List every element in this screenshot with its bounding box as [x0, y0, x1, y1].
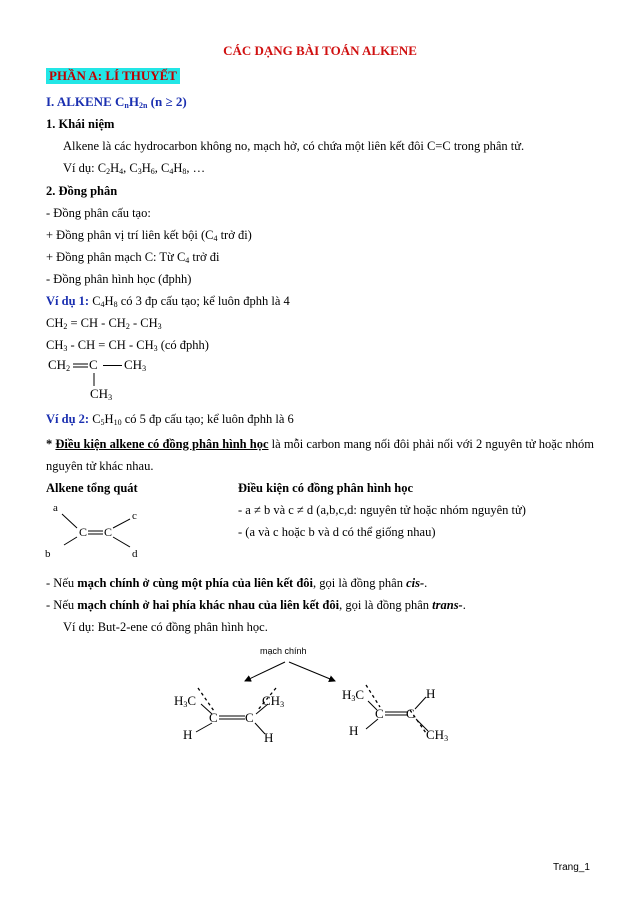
example-1: Ví dụ 1: $C_4H_8$ có 3 đp cấu tạo; kể luôn đphh là 4 [46, 294, 290, 309]
carbon-2: C [104, 525, 113, 539]
trans-h-bottom: H [349, 723, 359, 738]
label-b: b [45, 548, 51, 560]
trans-ch3: $CH_3$ [426, 727, 449, 743]
condition-heading: Điều kiện có đồng phân hình học [238, 481, 414, 495]
cis-c1: C [209, 710, 218, 725]
geometric-isomer-condition: * Điều kiện alkene có đồng phân hình học là mỗi carbon mang nối đôi phải nối với 2 nguyên tử hoặc nhóm nguyên tử khác nhau. [46, 437, 594, 473]
example-formula: $C_3H_6$, [129, 161, 161, 176]
example-formula: $C_2H_4$, [97, 161, 130, 176]
cis-definition: - Nếu mạch chính ở cùng một phía của liên kết đôi, gọi là đồng phân cis-. [46, 576, 428, 590]
cis-h-left: H [183, 727, 193, 742]
carbon-1: C [79, 525, 88, 539]
example-1-formula-2: $CH_3$ - CH = CH - $CH_3$ (có đphh) [46, 338, 209, 353]
dong-phan-line-4: - Đồng phân hình học (đphh) [46, 272, 192, 286]
condition-1: - a ≠ b và c ≠ d (a,b,c,d: nguyên tử hoặc nhóm nguyên tử) [238, 503, 526, 517]
trans-definition: - Nếu mạch chính ở hai phía khác nhau của liên kết đôi, gọi là đồng phân trans-. [46, 598, 466, 612]
example-formulas [98, 161, 205, 175]
but-2-ene-example: Ví dụ: But-2-ene có đồng phân hình học. [63, 620, 268, 634]
branch-ch3-right: $CH_3$ [124, 357, 147, 373]
section-alkene-heading: I. ALKENE $C_nH_{2n}$ (n ≥ 2) [46, 94, 187, 110]
heading-dong-phan: 2. Đồng phân [46, 184, 118, 198]
branch-c: C [89, 357, 98, 372]
khai-niem-text: Alkene là các hydrocarbon không no, mạch hở, có chứa một liên kết đôi C=C trong phân tử. [63, 139, 525, 153]
khai-niem-example: Ví dụ: $C_2H_4$, $C_3H_6$, $C_4H_8$, … [63, 161, 206, 176]
example-formula: $C_4H_8$, … [160, 161, 206, 176]
generic-bonds [40, 500, 160, 562]
label-a: a [53, 502, 58, 514]
mach-chinh-label: mạch chính [260, 646, 307, 656]
dong-phan-line-3: + Đồng phân mạch C: Từ $C_4$ trở đi [46, 250, 220, 265]
heading-khai-niem: 1. Khái niệm [46, 117, 115, 131]
page-title: CÁC DẠNG BÀI TOÁN ALKENE [223, 43, 417, 58]
generic-alkene-structure [40, 500, 160, 562]
page-number: Trang_1 [553, 862, 590, 873]
cis-h3c: $H_3C$ [174, 693, 197, 709]
example-1-formula-1: $CH_2$ = CH - $CH_2 - CH_3$ [46, 316, 162, 331]
label-c: c [132, 510, 137, 522]
branch-ch3-bottom: $CH_3$ [90, 386, 113, 402]
trans-h3c: $H_3C$ [342, 687, 365, 703]
cis-c2: C [245, 710, 254, 725]
dong-phan-line-2: + Đồng phân vị trí liên kết bội ($C_4$ trở đi) [46, 228, 252, 243]
trans-c1: C [375, 706, 384, 721]
generic-alkene-heading: Alkene tổng quát [46, 481, 138, 495]
trans-c2: C [406, 706, 415, 721]
example-2: Ví dụ 2: $C_5H_{10}$ có 5 đp cấu tạo; kể luôn đphh là 6 [46, 412, 294, 427]
dong-phan-line-1: - Đồng phân cấu tạo: [46, 206, 151, 220]
condition-2: - (a và c hoặc b và d có thể giống nhau) [238, 525, 436, 539]
label-d: d [132, 548, 138, 560]
cis-ch3: $CH_3$ [262, 693, 285, 709]
part-a-heading: PHẦN A: LÍ THUYẾT [46, 68, 180, 84]
trans-h-top: H [426, 686, 436, 701]
branched-isomer-structure [46, 355, 166, 403]
branch-ch2: $CH_2$ [48, 357, 71, 373]
cis-h-right: H [264, 730, 274, 745]
but-2-ene-isomers-figure [160, 643, 480, 753]
